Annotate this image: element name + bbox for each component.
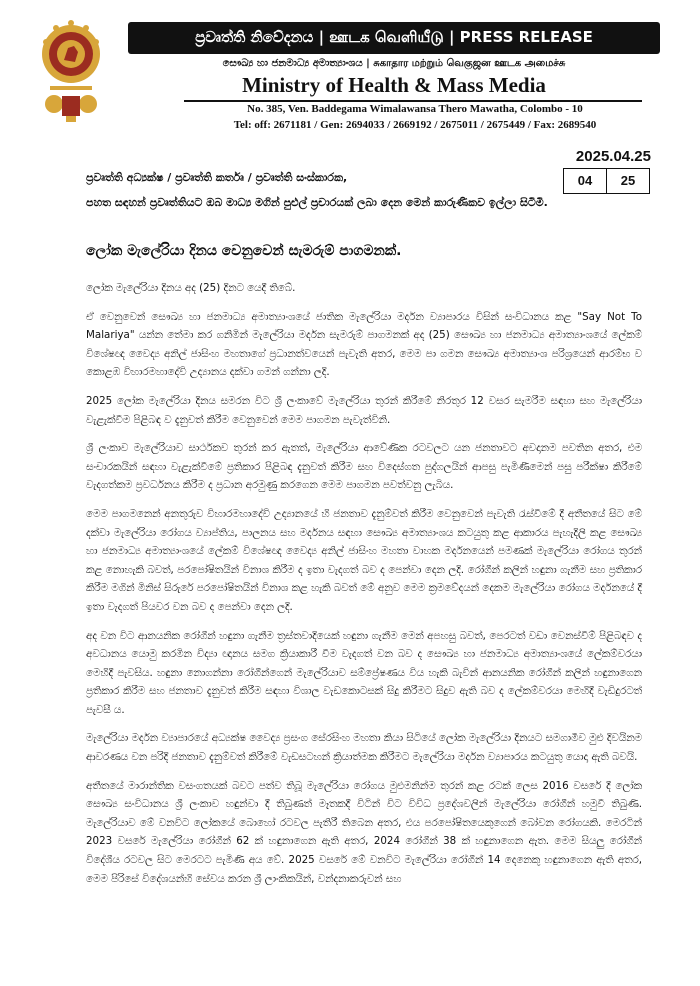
paragraph: මැලේරියා මර්දන ව්‍යාපාරයේ අධ්‍යක්ෂ වෛද්‍ය ප්‍රසංග සේරසිංහ මහතා කියා සිටියේ ලෝක මැලේරියා දිනයට සමගාමීව මුළු දිවයිනම ආවරණය වන පරිදි ජනතාව දැනුම්වත් කිරීමේ වැඩසටහන් ක්‍රියාත්මක කිරීමට මැලේරියා මර්දන ව්‍යාපාරය කටයුතු යොදා ඇති බවයි. (86, 732, 642, 764)
paragraph: අද වන විට ආනයනික රෝගීන් හඳුනා ගැනීම ත්‍රස්තවාදියෙක් හඳුනා ගැනීම මෙන් අපහසු බවත්, පෙරටත් වඩා වෙනස්වීම් පිළිබඳව ද අවධානය යොමු කරමින විද්‍යා ඥානය සමග ක්‍රියාකාරී වීම වැදගත් වන බව ද සෞඛ්‍ය හා ජනමාධ්‍ය අමාත්‍යාංශයේ ලේකම්වරයා මෙහිදී පැවසිය. හඳුනා නොගන්නා රෝගීන්ගෙන් මැලේරියාව සම්ප්‍රේෂණය විය හැකි බැවින් ආනයනික රෝගීන් කලින් හඳුනාගෙන ප්‍රතිකාර කිරීම සහ ජනතාව දැනුවත් කිරීම සඳහා විශාල වැඩකොටසක් සිදු කිරීමට සිදුව ඇති බව ද ලේකම්වරයා මෙහිදී වැඩිදුරටත් පැවසී ය. (86, 629, 642, 716)
phone-line: Tel: off: 2671181 / Gen: 2694033 / 2669192 / 2675011 / 2675449 / Fax: 2689540 (233, 119, 597, 131)
paragraph: ශ්‍රී ලංකාව මැලේරියාව සාර්ථකව තුරන් කර ඇතත්, මැලේරියා ආවේණික රටවලට යන ජනතාවට අවදානම පවතින අතර, එම සංචාරකයින් සඳහා වැළැක්වීමේ ප්‍රතිකාර පිළිබඳ දැනුවත් කිරීම සහ විදෙස්ගත පුද්ගලයින් ආපසු පැමිණීමෙන් පසු පරීක්ෂා කිරීමේ වැදගත්කම ප්‍රවර්ධනය කිරීම ද ප්‍රධාන අරමුණු කරගෙන මෙම පාගමන පවත්වනු ලැබිය. (86, 442, 642, 492)
paragraph: අතීතයේ මාරාන්තික වසංගතයක් බවට පත්ව තිබූ මැලේරියා රෝගය මුළුමනින්ම තුරන් කළ රටක් ලෙස 2016 වසරේ දී ලෝක සෞඛ්‍ය සංවිධානය ශ්‍රී ලංකාව හඳුන්වා දී තිබුණත් මෑතකදී විටින් විට විවිධ ප්‍රදේශවලින් මැලේරියා රෝගීන් හමුවී තිබුණි. මැලේරියාව මේ වනවිට ලෝකයේ බොහෝ රටවල පැතිරී තිබෙන අතර, එය පරපෝෂිතයෙකුගෙන් බෝවන රෝගයකි. මෙරටින් 2023 වසරේ මැලේරියා රෝගීන් 62 ක් හඳුනාගෙන ඇති අතර, 2024 රෝගීන් 38 ක් හඳුනාගෙන ඇත. මෙම සියලු රෝගීන් විදේශීය රටවල සිට මෙරටට පැමිණි අය වේ. 2025 වසරේ මේ වනවිට මැලේරියා රෝගීන් 14 දෙනෙකු හඳුනාගෙන ඇති අතර, මෙම පිරිසේ විදේශයන්හි සේවය කරන ශ්‍රී ලාංකිකයින්, වන්දනාකරුවන් සහ (86, 779, 642, 885)
ministry-name-sinhala-tamil: සෞඛ්‍ය හා ජනමාධ්‍ය අමාත්‍යාංශය | சுகாதார மற்றும் வெகுஜன ஊடக அமைச்சு (222, 58, 566, 69)
paragraph: මෙම පාගමනෙන් අනතුරුව විහාරමහාදේවි උද්‍යානයේ හි ජනතාව දැනුම්වත් කිරීම වෙනුවෙන් පැවැති රැස්වීමේ දී අතීතයේ සිට මේ දක්වා මැලේරියා රෝගය ව්‍යාප්තිය, පාලනය සහ මර්දනය සඳහා සෞඛ්‍ය අමාත්‍යාංශය කටයුතු කළ ආකාරය පැහැදිලි කළ සෞඛ්‍ය හා ජනමාධ්‍ය අමාත්‍යාංශයේ ලේකම් විශේෂඥ වෛද්‍ය අනිල් ජාසිංහ මහතා වාහක මර්දනයෙන් පමණක් මැලේරියා රෝගය තුරන් කළ නොහැකි බවත්, පරපෝෂිතයින් විනාශ කිරීම ද ඉතා වැදගත් බව ද පෙන්වා දෙන ලදි. රෝගීන් කලින් හඳුනා ගැනීම සහ ප්‍රතිකාර කිරීම මගින් මිනිස් සිරුරේ පරපෝෂිතයින් විනාශ කළ හැකි බවත් මේ අනුව මෙම ක්‍රමවේදයන් දෙකම මැලේරියා රෝගය මර්දනයේ දී ඉතා වැදගත් පියවර වන බව ද පෙන්වා දෙන ලදි. (86, 507, 642, 613)
address-line: No. 385, Ven. Baddegama Wimalawansa Thero Mawatha, Colombo - 10 (247, 103, 583, 115)
release-body (86, 279, 642, 898)
date-day-box: 25 (606, 168, 650, 194)
release-title: ලෝක මැලේරියා දිනය වෙනුවෙන් සැමරුම් පාගමනක්. (86, 243, 402, 259)
press-release-banner: ප්‍රවෘත්ති නිවේදනය | ஊடக வெளியீடு | PRESS RELEASE (128, 22, 660, 54)
date-block (553, 148, 651, 188)
paragraph: 2025 ලෝක මැලේරියා දිනය සමරන විට ශ්‍රී ලංකාවේ මැලේරියා තුරන් කිරීමේ නිරතුර 12 වසර සැමරීම සඳහා සහ මැලේරියා වැළැක්වීම පිළිබඳ ව දැනුවත් කිරීම වෙනුවෙන් මෙම පාගමන පැවැත්විනි. (86, 394, 642, 426)
ministry-name-english: Ministry of Health & Mass Media (242, 73, 546, 97)
contact-block (190, 101, 640, 133)
paragraph: ඒ වෙනුවෙන් සෞඛ්‍ය හා ජනමාධ්‍ය අමාත්‍යාංශයේ ජාතික මැලේරියා මර්දන ව්‍යාපාරය විසින් සංවිධානය කළ "Say Not To Malariya" යන්න තේමා කර ගනිමින් මැලේරියා මර්දන සැමරුම් පාගමනක් අද (25) සෞඛ්‍ය හා ජනමාධ්‍ය අමාත්‍යාංශයේ ලේකම් විශේෂඥ වෛද්‍ය අනිල් ජාසිංහ මහතාගේ ප්‍රධානත්වයෙන් පැවැති අතර, මෙම පා ගමන සෞඛ්‍ය අමාත්‍යාංශ පරිශ්‍රයෙන් ආරම්භ ව කොළඹ විහාරමහාදේවි උද්‍යානය දක්වා ගමන් ගන්නා ලදි. (86, 310, 642, 379)
recipients-line: ප්‍රවෘත්ති අධ්‍යක්ෂ / ප්‍රවෘත්ති කර්තෘ / ප්‍රවෘත්ති සංස්කාරක, (86, 171, 348, 184)
state-emblem (40, 12, 102, 130)
date-month-box: 04 (563, 168, 607, 194)
date-full: 2025.04.25 (575, 148, 651, 165)
paragraph: ලෝක මැලේරියා දිනය අද (25) දිනට යෙදී තිබේ. (86, 282, 296, 294)
publication-request: පහත සඳහන් ප්‍රවෘත්තියට ඔබ මාධ්‍ය මගින් පුළුල් ප්‍රචාරයක් ලබා දෙන මෙන් කාරුණිකව ඉල්ලා සිටිමි. (86, 196, 548, 209)
